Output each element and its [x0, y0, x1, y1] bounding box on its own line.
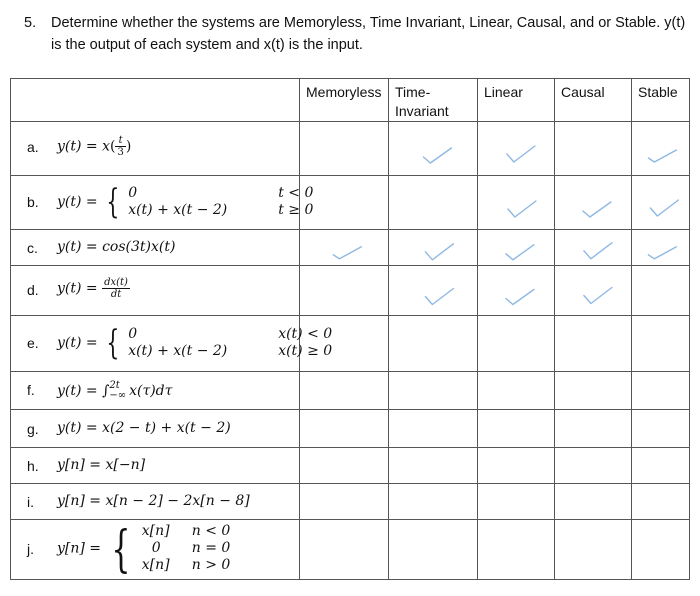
system-d: d. y(t) = $\frac{dx(t)}{dt}$	[11, 266, 300, 316]
table-row	[11, 448, 690, 484]
table-row	[11, 122, 690, 176]
header-memoryless: Memoryless	[300, 79, 389, 122]
table-row	[11, 230, 690, 266]
header-linear: Linear	[478, 79, 555, 122]
cell-c-time-invariant[interactable]	[389, 230, 478, 266]
cell-d-stable[interactable]	[632, 266, 690, 316]
cell-j-memoryless[interactable]	[300, 520, 389, 580]
cell-f-linear[interactable]	[478, 372, 555, 410]
system-f: f. y(t) = ∫ 2t −∞ x(τ)dτ	[11, 372, 300, 410]
cell-g-stable[interactable]	[632, 410, 690, 448]
cell-i-causal[interactable]	[555, 484, 632, 520]
cell-g-causal[interactable]	[555, 410, 632, 448]
cell-j-time-invariant[interactable]	[389, 520, 478, 580]
cell-g-linear[interactable]	[478, 410, 555, 448]
table-row	[11, 176, 690, 230]
header-stable: Stable	[632, 79, 690, 122]
cell-g-memoryless[interactable]	[300, 410, 389, 448]
cell-e-linear[interactable]	[478, 316, 555, 372]
cell-b-time-invariant[interactable]	[389, 176, 478, 230]
cell-e-time-invariant[interactable]	[389, 316, 478, 372]
cell-f-memoryless[interactable]	[300, 372, 389, 410]
cell-d-causal[interactable]	[555, 266, 632, 316]
cell-a-time-invariant[interactable]	[389, 122, 478, 176]
header-time-invariant: Time- Invariant	[389, 79, 478, 122]
cell-i-time-invariant[interactable]	[389, 484, 478, 520]
cell-c-linear[interactable]	[478, 230, 555, 266]
table-row	[11, 520, 690, 580]
cell-h-stable[interactable]	[632, 448, 690, 484]
table-row	[11, 372, 690, 410]
cell-i-memoryless[interactable]	[300, 484, 389, 520]
question-text: Determine whether the systems are Memoryless, Time Invariant, Linear, Causal, and or Stable. y(t) is the output of each system and x(t) is the input.	[51, 15, 686, 53]
table-row	[11, 410, 690, 448]
cell-f-time-invariant[interactable]	[389, 372, 478, 410]
cell-h-linear[interactable]	[478, 448, 555, 484]
cell-f-causal[interactable]	[555, 372, 632, 410]
cell-b-stable[interactable]	[632, 176, 690, 230]
cell-d-time-invariant[interactable]	[389, 266, 478, 316]
cell-j-stable[interactable]	[632, 520, 690, 580]
table-row	[11, 266, 690, 316]
cell-d-memoryless[interactable]	[300, 266, 389, 316]
properties-table	[10, 78, 690, 580]
cell-i-linear[interactable]	[478, 484, 555, 520]
cell-j-linear[interactable]	[478, 520, 555, 580]
cell-h-memoryless[interactable]	[300, 448, 389, 484]
header-system	[11, 79, 300, 122]
system-a: a. y(t) = x( $\frac{t}{3}$ )	[11, 122, 300, 176]
cell-d-linear[interactable]	[478, 266, 555, 316]
system-h: h. y[n] = x[−n]	[11, 448, 300, 484]
cell-g-time-invariant[interactable]	[389, 410, 478, 448]
cell-j-causal[interactable]	[555, 520, 632, 580]
system-c: c. y(t) = cos(3t)x(t)	[11, 230, 300, 266]
cell-c-memoryless[interactable]	[300, 230, 389, 266]
system-g: g. y(t) = x(2 − t) + x(t − 2)	[11, 410, 300, 448]
cell-a-causal[interactable]	[555, 122, 632, 176]
cell-a-linear[interactable]	[478, 122, 555, 176]
header-row	[11, 79, 690, 122]
system-i: i. y[n] = x[n − 2] − 2x[n − 8]	[11, 484, 300, 520]
question-number: 5.	[24, 15, 37, 31]
cell-b-linear[interactable]	[478, 176, 555, 230]
cell-a-memoryless[interactable]	[300, 122, 389, 176]
table-row	[11, 316, 690, 372]
system-j: j. y[n] = { x[n] n < 0 0 n = 0 x[n] n > 0	[11, 520, 300, 580]
cell-e-stable[interactable]	[632, 316, 690, 372]
system-b: b. y(t) = { 0 t < 0 x(t) + x(t − 2) t ≥ 0	[11, 176, 300, 230]
header-causal: Causal	[555, 79, 632, 122]
cell-h-time-invariant[interactable]	[389, 448, 478, 484]
cell-a-stable[interactable]	[632, 122, 690, 176]
cell-c-causal[interactable]	[555, 230, 632, 266]
system-e: e. y(t) = { 0 x(t) < 0 x(t) + x(t − 2) x(t) ≥ 0	[11, 316, 300, 372]
cell-e-causal[interactable]	[555, 316, 632, 372]
cell-i-stable[interactable]	[632, 484, 690, 520]
cell-b-causal[interactable]	[555, 176, 632, 230]
cell-c-stable[interactable]	[632, 230, 690, 266]
table-row	[11, 484, 690, 520]
cell-f-stable[interactable]	[632, 372, 690, 410]
cell-h-causal[interactable]	[555, 448, 632, 484]
